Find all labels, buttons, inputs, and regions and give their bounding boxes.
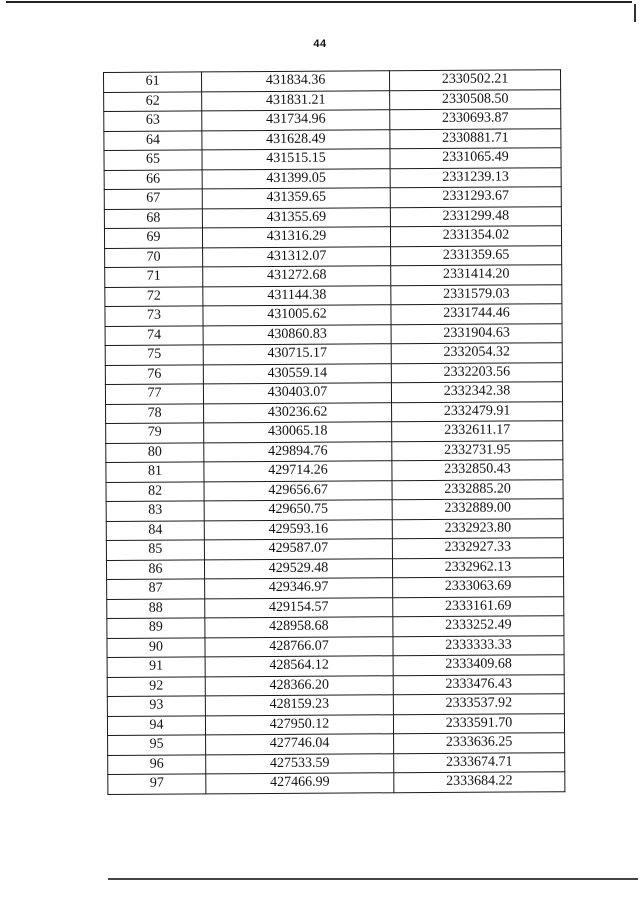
point-number-cell: 61 xyxy=(104,72,202,92)
y-coordinate-cell: 2331579.03 xyxy=(391,284,562,305)
point-number-cell: 94 xyxy=(107,715,205,735)
x-coordinate-cell: 428958.68 xyxy=(205,617,393,638)
table-row xyxy=(108,772,565,794)
x-coordinate-cell: 427746.04 xyxy=(206,734,394,755)
y-coordinate-cell: 2331293.67 xyxy=(390,187,561,208)
table-row xyxy=(105,245,562,267)
y-coordinate-cell: 2332927.33 xyxy=(392,538,563,559)
x-coordinate-cell: 428766.07 xyxy=(205,636,393,657)
point-number-cell: 93 xyxy=(107,696,205,716)
y-coordinate-cell: 2332611.17 xyxy=(392,421,563,442)
y-coordinate-cell: 2332054.32 xyxy=(391,343,562,364)
y-coordinate-cell: 2332731.95 xyxy=(392,440,563,461)
table-row xyxy=(104,167,561,189)
table-row xyxy=(105,343,562,365)
coordinates-table xyxy=(103,69,565,794)
table-row xyxy=(106,499,563,521)
table-row xyxy=(105,304,562,326)
x-coordinate-cell: 431359.65 xyxy=(202,188,390,209)
x-coordinate-cell: 431005.62 xyxy=(203,305,391,326)
y-coordinate-cell: 2331299.48 xyxy=(390,206,561,227)
table-row xyxy=(107,713,564,735)
x-coordinate-cell: 430403.07 xyxy=(203,383,391,404)
point-number-cell: 87 xyxy=(107,579,205,599)
y-coordinate-cell: 2332923.80 xyxy=(392,518,563,539)
table-row xyxy=(107,674,564,696)
point-number-cell: 84 xyxy=(106,520,204,540)
table-row xyxy=(104,187,561,209)
point-number-cell: 95 xyxy=(108,735,206,755)
point-number-cell: 81 xyxy=(106,462,204,482)
x-coordinate-cell: 428159.23 xyxy=(205,695,393,716)
point-number-cell: 80 xyxy=(106,442,204,462)
point-number-cell: 63 xyxy=(104,111,202,131)
table-row xyxy=(104,226,561,248)
x-coordinate-cell: 430559.14 xyxy=(203,363,391,384)
table-row xyxy=(105,382,562,404)
scan-edge-right xyxy=(634,4,636,22)
x-coordinate-cell: 431272.68 xyxy=(203,266,391,287)
point-number-cell: 90 xyxy=(107,637,205,657)
x-coordinate-cell: 430065.18 xyxy=(204,422,392,443)
y-coordinate-cell: 2333063.69 xyxy=(393,577,564,598)
point-number-cell: 86 xyxy=(106,559,204,579)
table-row xyxy=(107,635,564,657)
table-row xyxy=(106,401,563,423)
x-coordinate-cell: 431834.36 xyxy=(202,71,390,92)
point-number-cell: 78 xyxy=(106,403,204,423)
table-row xyxy=(108,752,565,774)
y-coordinate-cell: 2333591.70 xyxy=(393,713,564,734)
x-coordinate-cell: 429894.76 xyxy=(204,441,392,462)
scan-edge-top xyxy=(6,1,632,3)
y-coordinate-cell: 2333252.49 xyxy=(393,616,564,637)
page-number: 44 xyxy=(313,38,327,50)
table-row xyxy=(107,616,564,638)
y-coordinate-cell: 2333674.71 xyxy=(394,752,565,773)
x-coordinate-cell: 430236.62 xyxy=(204,402,392,423)
y-coordinate-cell: 2332889.00 xyxy=(392,499,563,520)
point-number-cell: 91 xyxy=(107,657,205,677)
x-coordinate-cell: 429650.75 xyxy=(204,500,392,521)
point-number-cell: 76 xyxy=(105,364,203,384)
table-row xyxy=(104,148,561,170)
y-coordinate-cell: 2330508.50 xyxy=(390,89,561,110)
point-number-cell: 67 xyxy=(104,189,202,209)
table-row xyxy=(104,128,561,150)
point-number-cell: 85 xyxy=(106,540,204,560)
point-number-cell: 83 xyxy=(106,501,204,521)
y-coordinate-cell: 2331359.65 xyxy=(391,245,562,266)
y-coordinate-cell: 2332342.38 xyxy=(391,382,562,403)
table-row xyxy=(104,206,561,228)
y-coordinate-cell: 2331904.63 xyxy=(391,323,562,344)
y-coordinate-cell: 2330881.71 xyxy=(390,128,561,149)
y-coordinate-cell: 2331065.49 xyxy=(390,148,561,169)
y-coordinate-cell: 2333476.43 xyxy=(393,674,564,695)
x-coordinate-cell: 428564.12 xyxy=(205,656,393,677)
y-coordinate-cell: 2332203.56 xyxy=(391,362,562,383)
x-coordinate-cell: 430860.83 xyxy=(203,324,391,345)
x-coordinate-cell: 431355.69 xyxy=(202,207,390,228)
y-coordinate-cell: 2330693.87 xyxy=(390,109,561,130)
point-number-cell: 79 xyxy=(106,423,204,443)
x-coordinate-cell: 428366.20 xyxy=(205,675,393,696)
y-coordinate-cell: 2331239.13 xyxy=(390,167,561,188)
coordinates-table-body xyxy=(104,70,565,794)
y-coordinate-cell: 2332479.91 xyxy=(392,401,563,422)
x-coordinate-cell: 429154.57 xyxy=(205,597,393,618)
x-coordinate-cell: 429587.07 xyxy=(204,539,392,560)
table-row xyxy=(106,518,563,540)
x-coordinate-cell: 429346.97 xyxy=(205,578,393,599)
point-number-cell: 66 xyxy=(104,169,202,189)
y-coordinate-cell: 2333409.68 xyxy=(393,655,564,676)
y-coordinate-cell: 2332850.43 xyxy=(392,460,563,481)
table-row xyxy=(106,479,563,501)
x-coordinate-cell: 427950.12 xyxy=(205,714,393,735)
y-coordinate-cell: 2333333.33 xyxy=(393,635,564,656)
x-coordinate-cell: 430715.17 xyxy=(203,344,391,365)
point-number-cell: 74 xyxy=(105,325,203,345)
x-coordinate-cell: 431312.07 xyxy=(203,246,391,267)
table-row xyxy=(106,440,563,462)
table-row xyxy=(106,557,563,579)
y-coordinate-cell: 2333537.92 xyxy=(393,694,564,715)
x-coordinate-cell: 429714.26 xyxy=(204,461,392,482)
x-coordinate-cell: 429593.16 xyxy=(204,519,392,540)
table-row xyxy=(106,460,563,482)
table-row xyxy=(107,655,564,677)
y-coordinate-cell: 2333684.22 xyxy=(394,772,565,793)
point-number-cell: 65 xyxy=(104,150,202,170)
y-coordinate-cell: 2332885.20 xyxy=(392,479,563,500)
point-number-cell: 71 xyxy=(105,267,203,287)
point-number-cell: 75 xyxy=(105,345,203,365)
y-coordinate-cell: 2331414.20 xyxy=(391,265,562,286)
point-number-cell: 89 xyxy=(107,618,205,638)
x-coordinate-cell: 431734.96 xyxy=(202,110,390,131)
table-row xyxy=(104,109,561,131)
table-row xyxy=(108,733,565,755)
y-coordinate-cell: 2333636.25 xyxy=(394,733,565,754)
point-number-cell: 69 xyxy=(104,228,202,248)
y-coordinate-cell: 2331354.02 xyxy=(390,226,561,247)
table-row xyxy=(104,89,561,111)
x-coordinate-cell: 429656.67 xyxy=(204,480,392,501)
table-row xyxy=(105,265,562,287)
table-row xyxy=(105,284,562,306)
x-coordinate-cell: 431831.21 xyxy=(202,90,390,111)
x-coordinate-cell: 431515.15 xyxy=(202,149,390,170)
scan-edge-bottom xyxy=(108,878,638,880)
table-row xyxy=(107,694,564,716)
y-coordinate-cell: 2331744.46 xyxy=(391,304,562,325)
table-row xyxy=(106,421,563,443)
table-row xyxy=(106,538,563,560)
point-number-cell: 64 xyxy=(104,130,202,150)
table-row xyxy=(104,70,561,92)
x-coordinate-cell: 431399.05 xyxy=(202,168,390,189)
x-coordinate-cell: 431628.49 xyxy=(202,129,390,150)
table-row xyxy=(107,596,564,618)
point-number-cell: 77 xyxy=(105,384,203,404)
x-coordinate-cell: 427533.59 xyxy=(206,753,394,774)
point-number-cell: 72 xyxy=(105,286,203,306)
point-number-cell: 70 xyxy=(105,247,203,267)
point-number-cell: 88 xyxy=(107,598,205,618)
y-coordinate-cell: 2330502.21 xyxy=(389,70,560,91)
point-number-cell: 82 xyxy=(106,481,204,501)
point-number-cell: 62 xyxy=(104,91,202,111)
x-coordinate-cell: 429529.48 xyxy=(204,558,392,579)
y-coordinate-cell: 2333161.69 xyxy=(393,596,564,617)
point-number-cell: 96 xyxy=(108,754,206,774)
point-number-cell: 68 xyxy=(104,208,202,228)
table-row xyxy=(105,323,562,345)
point-number-cell: 73 xyxy=(105,306,203,326)
point-number-cell: 92 xyxy=(107,676,205,696)
point-number-cell: 97 xyxy=(108,774,206,794)
x-coordinate-cell: 431316.29 xyxy=(202,227,390,248)
y-coordinate-cell: 2332962.13 xyxy=(392,557,563,578)
table-row xyxy=(107,577,564,599)
table-row xyxy=(105,362,562,384)
x-coordinate-cell: 427466.99 xyxy=(206,773,394,794)
x-coordinate-cell: 431144.38 xyxy=(203,285,391,306)
